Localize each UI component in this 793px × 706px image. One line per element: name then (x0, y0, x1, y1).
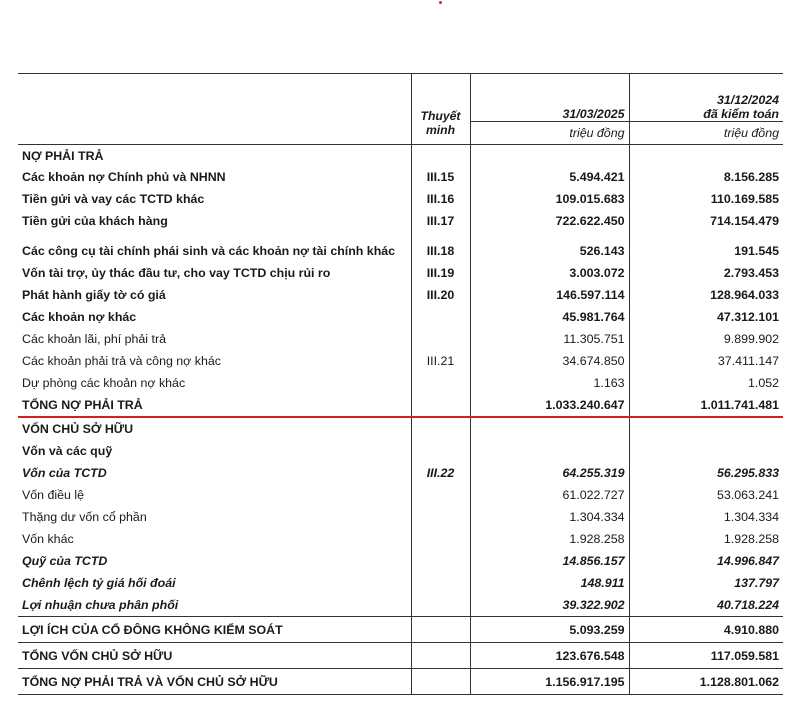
balance-sheet-table (18, 73, 783, 695)
row-value-2024: 117.059.581 (629, 643, 783, 669)
row-value-2024: 137.797 (629, 572, 783, 594)
row-note (411, 617, 470, 643)
row-value-2025: 3.003.072 (470, 262, 629, 284)
row-value-2024: 8.156.285 (629, 166, 783, 188)
header-label-cell (18, 74, 411, 122)
table-row (18, 372, 783, 394)
row-value-2024: 714.154.479 (629, 210, 783, 232)
row-value-2025: 109.015.683 (470, 188, 629, 210)
spacer-cell (629, 232, 783, 240)
row-label: Phát hành giấy tờ có giá (22, 288, 166, 302)
note-column-header: Thuyết minh (411, 74, 470, 145)
row-value-2025: 148.911 (470, 572, 629, 594)
row-value-2025: 1.304.334 (470, 506, 629, 528)
table-row (18, 210, 783, 232)
row-label: VỐN CHỦ SỞ HỮU (18, 417, 411, 440)
table-row (18, 462, 783, 484)
row-note (411, 669, 470, 695)
col1-date: 31/03/2025 (470, 74, 629, 122)
row-note (411, 484, 470, 506)
table-row (18, 394, 783, 417)
row-note: III.18 (411, 240, 470, 262)
row-value-2024: 14.996.847 (629, 550, 783, 572)
table-row (18, 284, 783, 306)
row-note: III.17 (411, 210, 470, 232)
balance-sheet-table-container (18, 73, 783, 695)
unit-row (18, 121, 783, 144)
row-note: III.19 (411, 262, 470, 284)
table-row (18, 145, 783, 167)
row-note: III.21 (411, 350, 470, 372)
row-value-2024: 1.928.258 (629, 528, 783, 550)
row-value-2024: 1.304.334 (629, 506, 783, 528)
table-row (18, 188, 783, 210)
row-label: Các khoản lãi, phí phải trả (22, 332, 166, 346)
row-note (411, 506, 470, 528)
row-note (411, 550, 470, 572)
table-row (18, 417, 783, 440)
row-note (411, 394, 470, 417)
row-value-2025: 64.255.319 (470, 462, 629, 484)
row-label: Vốn khác (22, 532, 74, 546)
table-row (18, 572, 783, 594)
row-note (411, 528, 470, 550)
row-value-2024: 110.169.585 (629, 188, 783, 210)
row-value-2024 (629, 417, 783, 440)
row-value-2025 (470, 440, 629, 462)
col2-date-block (629, 74, 783, 122)
table-row (18, 506, 783, 528)
row-value-2025: 1.928.258 (470, 528, 629, 550)
row-value-2024: 1.128.801.062 (629, 669, 783, 695)
row-label: Vốn điều lệ (22, 488, 85, 502)
row-value-2024: 40.718.224 (629, 594, 783, 617)
row-value-2024: 1.011.741.481 (629, 394, 783, 417)
row-value-2024: 47.312.101 (629, 306, 783, 328)
row-label: Chênh lệch tỷ giá hối đoái (22, 576, 176, 590)
row-note (411, 306, 470, 328)
row-label: Tiền gửi và vay các TCTD khác (22, 192, 205, 206)
row-value-2024: 2.793.453 (629, 262, 783, 284)
table-row (18, 240, 783, 262)
row-label: Dự phòng các khoản nợ khác (22, 376, 186, 390)
row-value-2024: 56.295.833 (629, 462, 783, 484)
row-note (411, 572, 470, 594)
table-row (18, 328, 783, 350)
spacer-row (18, 232, 783, 240)
table-row (18, 617, 783, 643)
col2-audited: đã kiểm toán (703, 106, 779, 121)
spacer-cell (411, 232, 470, 240)
row-note: III.22 (411, 462, 470, 484)
table-row (18, 550, 783, 572)
row-note (411, 328, 470, 350)
table-row (18, 166, 783, 188)
row-value-2024: 53.063.241 (629, 484, 783, 506)
row-value-2025 (470, 145, 629, 167)
row-value-2025: 526.143 (470, 240, 629, 262)
col1-unit: triệu đồng (470, 121, 629, 144)
row-value-2025: 61.022.727 (470, 484, 629, 506)
table-row (18, 528, 783, 550)
table-row (18, 484, 783, 506)
table-row (18, 440, 783, 462)
row-note: III.16 (411, 188, 470, 210)
row-label: Các khoản phải trả và công nợ khác (22, 354, 221, 368)
row-value-2024 (629, 440, 783, 462)
col2-unit: triệu đồng (629, 121, 783, 144)
row-note: III.20 (411, 284, 470, 306)
row-note (411, 372, 470, 394)
row-label: TỔNG VỐN CHỦ SỞ HỮU (18, 643, 411, 669)
row-label: TỔNG NỢ PHẢI TRẢ VÀ VỐN CHỦ SỞ HỮU (18, 669, 411, 695)
table-row (18, 643, 783, 669)
row-label: Vốn của TCTD (22, 466, 107, 480)
spacer-cell (470, 232, 629, 240)
table-row (18, 350, 783, 372)
row-value-2025: 5.494.421 (470, 166, 629, 188)
row-note (411, 417, 470, 440)
row-value-2025: 45.981.764 (470, 306, 629, 328)
row-label: Tiền gửi của khách hàng (22, 214, 168, 228)
row-value-2024: 37.411.147 (629, 350, 783, 372)
header-row (18, 74, 783, 122)
row-label: Quỹ của TCTD (22, 554, 108, 568)
row-value-2025: 1.156.917.195 (470, 669, 629, 695)
row-value-2024 (629, 145, 783, 167)
row-label: Các khoản nợ Chính phủ và NHNN (22, 170, 226, 184)
row-value-2025 (470, 417, 629, 440)
unit-label-cell (18, 121, 411, 144)
table-row (18, 306, 783, 328)
row-note (411, 440, 470, 462)
row-value-2025: 1.163 (470, 372, 629, 394)
row-value-2024: 9.899.902 (629, 328, 783, 350)
col2-date: 31/12/2024 (716, 92, 779, 107)
row-label: Các khoản nợ khác (22, 310, 137, 324)
row-value-2024: 4.910.880 (629, 617, 783, 643)
row-value-2025: 14.856.157 (470, 550, 629, 572)
row-label: Vốn tài trợ, ủy thác đầu tư, cho vay TCTD chịu rủi ro (22, 266, 331, 280)
row-value-2024: 128.964.033 (629, 284, 783, 306)
spacer-cell (18, 232, 411, 240)
row-label: Các công cụ tài chính phái sinh và các khoản nợ tài chính khác (22, 244, 396, 258)
row-value-2025: 39.322.902 (470, 594, 629, 617)
row-value-2025: 11.305.751 (470, 328, 629, 350)
row-value-2025: 34.674.850 (470, 350, 629, 372)
row-value-2025: 146.597.114 (470, 284, 629, 306)
row-value-2025: 5.093.259 (470, 617, 629, 643)
table-row (18, 594, 783, 617)
row-value-2025: 722.622.450 (470, 210, 629, 232)
row-label: Lợi nhuận chưa phân phối (22, 598, 179, 612)
row-note (411, 594, 470, 617)
row-label: NỢ PHẢI TRẢ (22, 148, 104, 163)
table-row (18, 262, 783, 284)
row-label: LỢI ÍCH CỦA CỔ ĐÔNG KHÔNG KIỂM SOÁT (18, 617, 411, 643)
row-note (411, 145, 470, 167)
row-value-2025: 1.033.240.647 (470, 394, 629, 417)
row-note: III.15 (411, 166, 470, 188)
row-value-2024: 191.545 (629, 240, 783, 262)
row-value-2024: 1.052 (629, 372, 783, 394)
red-dot-mark (439, 1, 442, 4)
row-value-2025: 123.676.548 (470, 643, 629, 669)
row-note (411, 643, 470, 669)
row-label: TỔNG NỢ PHẢI TRẢ (22, 398, 143, 412)
row-label: Thặng dư vốn cổ phần (22, 510, 147, 524)
row-label: Vốn và các quỹ (22, 444, 113, 458)
table-row (18, 669, 783, 695)
